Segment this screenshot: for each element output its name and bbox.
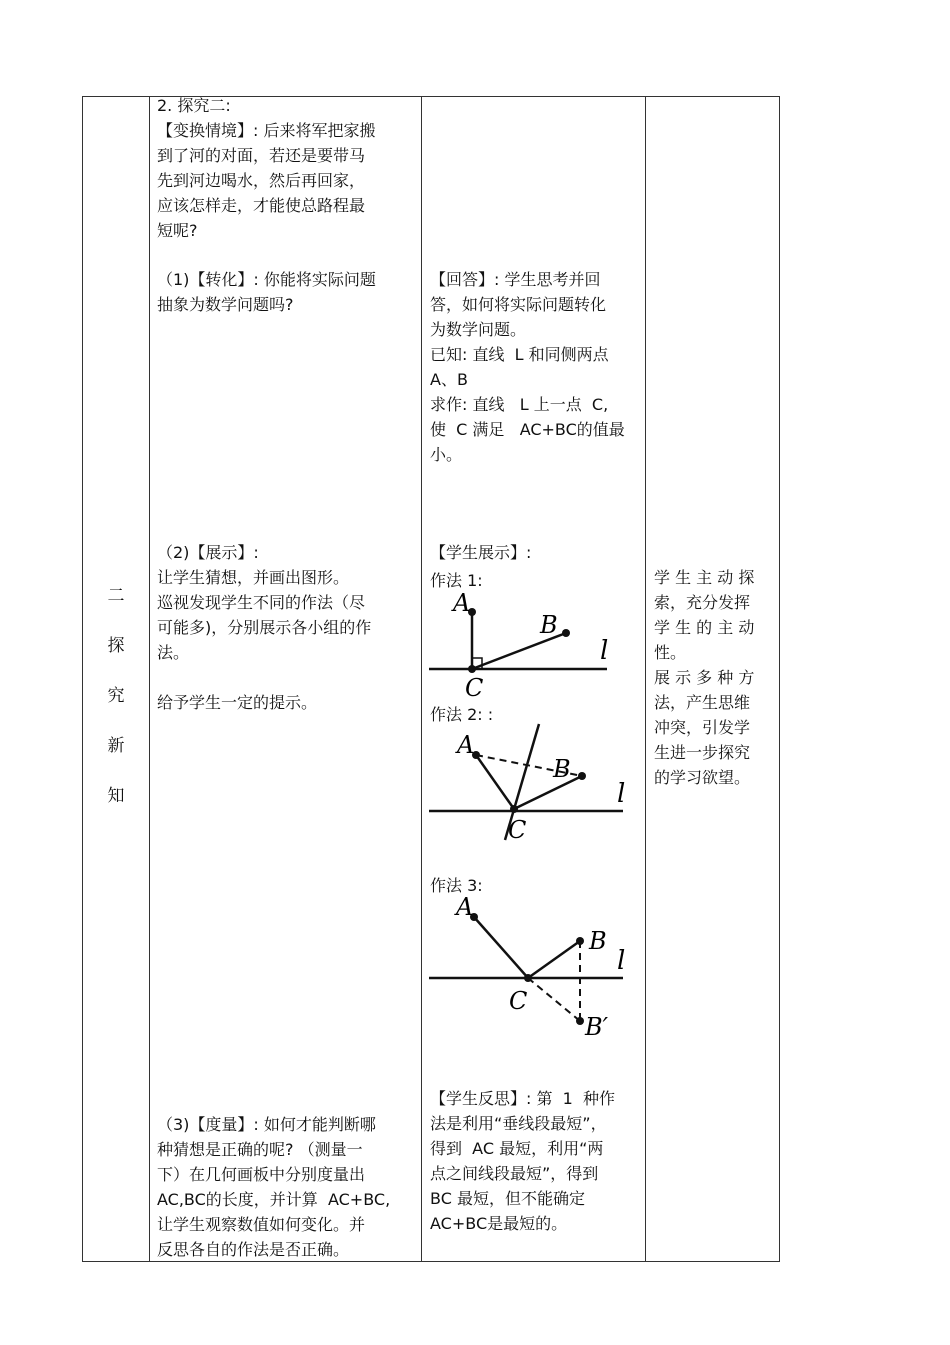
- label-a: A: [457, 731, 475, 759]
- segment-ac: [476, 755, 514, 809]
- label-b: B: [589, 927, 607, 955]
- segment-cb: [514, 776, 582, 809]
- method2-label: 作法 2: :: [430, 705, 494, 724]
- student-show-title: 【学生展示】:: [430, 543, 532, 562]
- segment-cb: [528, 941, 580, 978]
- point-c: [468, 665, 476, 673]
- scenario-text: 【变换情境】: 后来将军把家搬 到了河的对面，若还是要带马 先到河边喝水，然后再回家， 应该怎样走，才能使总路程最 短呢?: [157, 121, 376, 240]
- label-b: B: [553, 755, 571, 783]
- section-label: [83, 581, 149, 831]
- label-l: l: [617, 946, 626, 976]
- design-intent-text: 学 生 主 动 探 索，充分发挥 学 生 的 主 动 性。 展 示 多 种 方 法，产生思维 冲突，引发学 生进一步探究 的学习欲望。: [654, 568, 755, 787]
- label-c: C: [465, 674, 484, 702]
- point-b: [576, 937, 584, 945]
- segment-ac: [474, 917, 528, 978]
- point-c: [510, 805, 518, 813]
- label-a: A: [456, 893, 474, 921]
- point-b: [562, 629, 570, 637]
- label-l: l: [600, 636, 609, 666]
- figure-method3: [425, 890, 635, 1045]
- hint-text: 给予学生一定的提示。: [157, 693, 318, 712]
- step3-text: （3)【度量】: 如何才能判断哪 种猜想是正确的呢? （测量一 下）在几何画板中分别度量出 AC,BC的长度，并计算 AC+BC, 让学生观察数值如何变化。并 反思各自的作法是否正确。: [157, 1115, 391, 1259]
- section-char: 新: [107, 736, 125, 756]
- point-c: [524, 974, 532, 982]
- column-divider: [149, 97, 150, 1261]
- method3-label: 作法 3:: [430, 876, 483, 895]
- figure-method2: [425, 720, 635, 850]
- reflection-text: 【学生反思】: 第 1 种作 法是利用“垂线段最短”， 得到 AC 最短，利用“两 点之间线段最短”，得到 BC 最短，但不能确定 AC+BC是最短的。: [430, 1089, 616, 1233]
- column-divider: [421, 97, 422, 1261]
- step1-text: （1)【转化】: 你能将实际问题 抽象为数学问题吗?: [157, 270, 376, 314]
- label-a: A: [453, 589, 471, 617]
- part-title: 2. 探究二:: [157, 96, 231, 115]
- point-b: [578, 772, 586, 780]
- label-b: B: [540, 611, 558, 639]
- section-char: 二: [107, 586, 125, 606]
- answer-text: 【回答】: 学生思考并回 答，如何将实际问题转化 为数学问题。 已知: 直线 L 和同侧两点 A、B 求作: 直线 L 上一点 C, 使 C 满足 AC+BC的值最 小。: [430, 270, 625, 464]
- label-c: C: [509, 987, 528, 1015]
- label-b-prime: B′: [585, 1013, 609, 1041]
- section-char: 究: [107, 686, 125, 706]
- label-l: l: [617, 779, 626, 809]
- method1-label: 作法 1:: [430, 571, 483, 590]
- step2-text: （2)【展示】: 让学生猜想，并画出图形。 巡视发现学生不同的作法（尽 可能多)，分别展示各小组的作 法。: [157, 543, 372, 662]
- point-b-prime: [576, 1017, 584, 1025]
- figure-method1: [425, 585, 625, 705]
- label-c: C: [508, 816, 527, 844]
- section-char: 知: [107, 786, 125, 806]
- segment-cb-prime-dashed: [528, 978, 580, 1021]
- section-char: 探: [107, 636, 125, 656]
- column-divider: [645, 97, 646, 1261]
